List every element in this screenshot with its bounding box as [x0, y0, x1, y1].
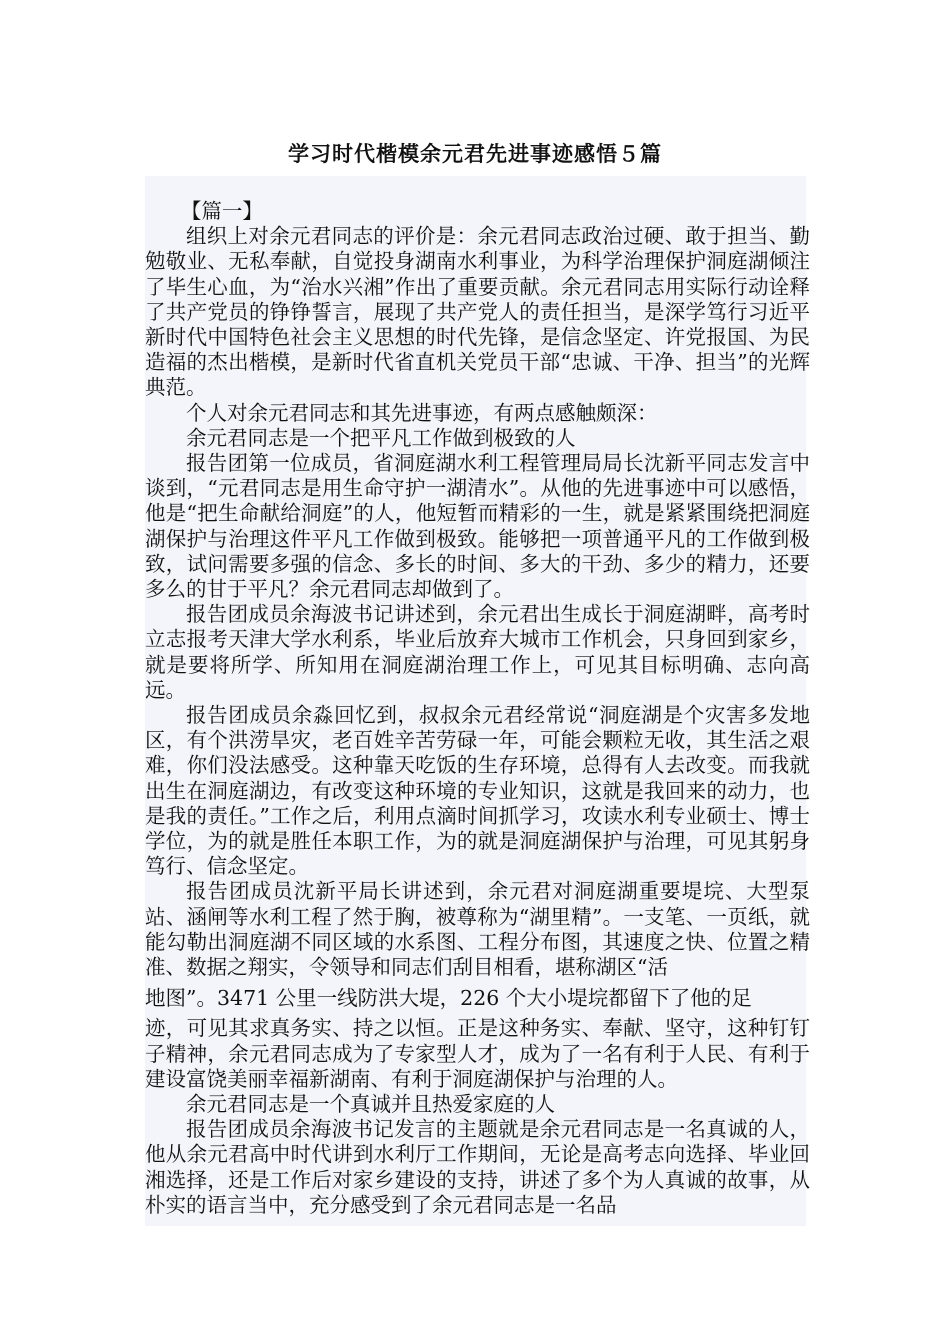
- paragraph: 报告团成员余海波书记讲述到，余元君出生成长于洞庭湖畔，高考时立志报考天津大学水利系，毕业后放弃大城市工作机会，只身回到家乡，就是要将所学、所知用在洞庭湖治理工作上，可见其目标明确、志向高远。: [145, 602, 810, 702]
- section-heading: 【篇一】: [180, 199, 263, 223]
- paragraph-continued-line: 地图”。3471 公里一线防洪大堤，226 个大小堤垸都留下了他的足: [145, 986, 752, 1011]
- paragraph: 报告团成员余海波书记发言的主题就是余元君同志是一名真诚的人，他从余元君高中时代讲到水利厅工作期间，无论是高考志向选择、毕业回湘选择，还是工作后对家乡建设的支持，讲述了多个为人真诚的故事，从朴实的语言当中，充分感受到了余元君同志是一名品: [145, 1117, 810, 1217]
- paragraph-continued: 迹，可见其求真务实、持之以恒。正是这种务实、奉献、坚守，这种钉钉子精神，余元君同志成为了专家型人才，成为了一名有利于人民、有利于建设富饶美丽幸福新湖南、有利于洞庭湖保护与治理的人。: [145, 1016, 810, 1091]
- subheading: 余元君同志是一个把平凡工作做到极致的人: [186, 425, 576, 450]
- document-title: 学习时代楷模余元君先进事迹感悟５篇: [288, 142, 662, 166]
- paragraph: 报告团第一位成员，省洞庭湖水利工程管理局局长沈新平同志发言中谈到，“元君同志是用生命守护一湖清水”。从他的先进事迹中可以感悟，他是“把生命献给洞庭”的人，他短暂而精彩的一生，就是紧紧围绕把洞庭湖保护与治理这件平凡工作做到极致。能够把一项普通平凡的工作做到极致，试问需要多强的信念、多长的时间、多大的干劲、多少的精力，还要多么的甘于平凡？余元君同志却做到了。: [145, 451, 810, 602]
- paragraph: 报告团成员余淼回忆到，叔叔余元君经常说“洞庭湖是个灾害多发地区，有个洪涝旱灾，老百姓辛苦劳碌一年，可能会颗粒无收，其生活之艰难，你们没法感受。这种靠天吃饭的生存环境，总得有人去改变。而我就出生在洞庭湖边，有改变这种环境的专业知识，这就是我回来的动力，也是我的责任。”工作之后，利用点滴时间抓学习，攻读水利专业硕士、博士学位，为的就是胜任本职工作，为的就是洞庭湖保护与治理，可见其躬身笃行、信念坚定。: [145, 703, 810, 879]
- paragraph: 报告团成员沈新平局长讲述到，余元君对洞庭湖重要堤垸、大型泵站、涵闸等水利工程了然于胸，被尊称为“湖里精”。一支笔、一页纸，就能勾勒出洞庭湖不同区域的水系图、工程分布图，其速度之快、位置之精准、数据之翔实，令领导和同志们刮目相看，堪称湖区“活: [145, 879, 810, 980]
- paragraph: 组织上对余元君同志的评价是：余元君同志政治过硬、敢于担当、勤勉敬业、无私奉献，自觉投身湖南水利事业，为科学治理保护洞庭湖倾注了毕生心血，为“治水兴湘”作出了重要贡献。余元君同志用实际行动诠释了共产党员的铮铮誓言，展现了共产党人的责任担当，是深学笃行习近平新时代中国特色社会主义思想的时代先锋，是信念坚定、许党报国、为民造福的杰出楷模，是新时代省直机关党员干部“忠诚、干净、担当”的光辉典范。: [145, 224, 810, 400]
- paragraph: 个人对余元君同志和其先进事迹，有两点感触颇深：: [186, 400, 658, 425]
- document-body: [145, 199, 810, 1218]
- subheading: 余元君同志是一个真诚并且热爱家庭的人: [186, 1091, 555, 1116]
